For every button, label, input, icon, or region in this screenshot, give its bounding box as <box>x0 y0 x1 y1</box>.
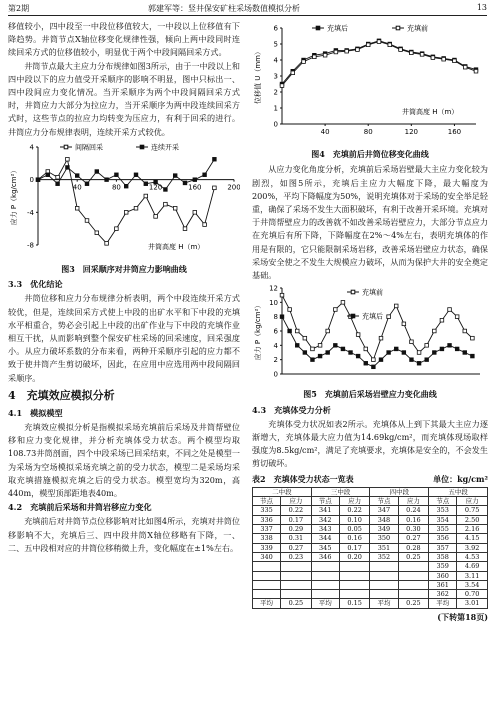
table-cell: 4.69 <box>457 562 488 571</box>
table-cell: 0.25 <box>281 599 312 608</box>
table-cell: 349 <box>370 525 398 534</box>
data-point <box>95 170 99 174</box>
data-point <box>213 157 217 161</box>
table-cell: 平均 <box>370 599 398 608</box>
data-point <box>124 184 128 188</box>
section-heading: 4 充填效应模拟分析 <box>8 388 115 402</box>
data-point <box>453 59 457 63</box>
table-cell: 362 <box>429 590 457 599</box>
fig3-chart <box>8 139 240 257</box>
x-tick-label: 80 <box>111 183 121 192</box>
data-point <box>203 173 207 177</box>
table-subheader: 应力 <box>457 497 488 506</box>
table-cell <box>339 590 370 599</box>
data-point <box>425 358 429 362</box>
x-tick-label: 80 <box>363 128 373 136</box>
table-cell: 2.50 <box>457 515 488 524</box>
table-cell <box>311 580 339 589</box>
data-point <box>463 329 467 333</box>
data-point <box>372 358 376 362</box>
table-cell <box>311 590 339 599</box>
data-point <box>471 337 475 341</box>
data-point <box>334 344 338 348</box>
table-cell: 357 <box>429 543 457 552</box>
data-point <box>164 202 168 206</box>
table-cell <box>253 580 281 589</box>
table-subheader-row <box>253 497 488 506</box>
table-cell: 4.53 <box>457 552 488 561</box>
data-point <box>326 329 330 333</box>
table-cell: 340 <box>253 552 281 561</box>
data-point <box>56 182 60 186</box>
data-point <box>95 231 99 235</box>
table-cell <box>398 562 429 571</box>
data-point <box>372 365 376 369</box>
data-point <box>291 71 295 75</box>
table-cell: 0.23 <box>281 552 312 561</box>
data-point <box>115 173 119 177</box>
data-point <box>280 315 284 319</box>
data-point <box>440 319 444 323</box>
y-tick-label: -8 <box>27 241 34 250</box>
table-cell: 346 <box>311 552 339 561</box>
data-point <box>323 53 327 57</box>
data-point <box>425 344 429 348</box>
y-tick-label: -4 <box>27 208 34 217</box>
table-subheader: 节点 <box>429 497 457 506</box>
data-point <box>193 178 197 182</box>
table-row <box>253 562 488 571</box>
data-point <box>302 60 306 64</box>
right-column <box>252 20 488 624</box>
table-cell: 341 <box>311 506 339 515</box>
table-cell: 335 <box>253 506 281 515</box>
table-cell: 0.25 <box>398 552 429 561</box>
data-point <box>410 340 414 344</box>
table-subheader: 节点 <box>370 497 398 506</box>
legend-label: 充填前 <box>407 24 428 33</box>
series-line <box>282 41 476 84</box>
data-point <box>474 69 478 73</box>
data-point <box>471 355 475 359</box>
left-column <box>8 20 240 555</box>
y-axis-label: 位移值 U（mm） <box>254 48 262 104</box>
data-point <box>173 206 177 210</box>
y-tick-label: 0 <box>273 120 278 129</box>
table-cell: 350 <box>370 534 398 543</box>
data-point <box>66 157 70 161</box>
table-header-row <box>253 487 488 496</box>
data-point <box>85 182 89 186</box>
table-cell: 0.70 <box>457 590 488 599</box>
data-point <box>295 344 299 348</box>
y-tick-label: 4 <box>273 56 278 65</box>
table-cell <box>253 571 281 580</box>
table-row <box>253 515 488 524</box>
table-cell: 0.20 <box>339 552 370 561</box>
table-group-header: 五中段 <box>429 487 488 496</box>
paragraph: 充填前后对井筒节点位移影响对比如图4所示，充填对井筒位移影响不大，充填后三、四中段井筒X轴位移略有下降，一、二、五中段相对应的井筒位移稍微上升，变化幅度在±1%左右。 <box>8 516 240 553</box>
data-point <box>341 347 345 351</box>
data-point <box>173 174 177 178</box>
data-point <box>387 351 391 355</box>
table-cell: 0.15 <box>339 599 370 608</box>
data-point <box>85 219 89 223</box>
legend-marker <box>140 145 144 149</box>
x-axis-label: 井筒高度 H（m） <box>402 108 459 116</box>
data-point <box>433 351 437 355</box>
data-point <box>417 351 421 355</box>
data-point <box>394 304 398 308</box>
data-point <box>334 308 338 312</box>
data-point <box>356 333 360 337</box>
y-tick-label: 6 <box>273 24 278 33</box>
table-cell <box>339 562 370 571</box>
data-point <box>388 43 392 47</box>
page-number: 13 <box>476 3 487 12</box>
table-cell <box>281 562 312 571</box>
data-point <box>115 227 119 231</box>
paragraph: 充填效应模拟分析是指模拟采场充填前后采场及井筒帮壁位移和应力变化规律，并分析充填体受力状态。两个模型均取108.73井筒剖面，四个中段采场已回采结束，不同之处是模型一为采场为空场模拟采场充填之前的受力状态，模型二是采场均采取充填措施模拟充填之后的受力状态。模型宽均为320m，高440m，模型顶部距地表40m。 <box>8 422 240 499</box>
table-cell <box>370 580 398 589</box>
x-tick-label: 160 <box>447 128 462 136</box>
y-tick-label: 4 <box>29 143 34 152</box>
table-caption <box>252 473 488 486</box>
data-point <box>66 165 70 169</box>
table-cell: 3.54 <box>457 580 488 589</box>
data-point <box>213 186 217 190</box>
table-cell: 351 <box>370 543 398 552</box>
table-cell <box>370 590 398 599</box>
figure-4 <box>252 20 488 161</box>
data-point <box>349 351 353 355</box>
table-cell: 3.92 <box>457 543 488 552</box>
table-group-header: 四中段 <box>370 487 429 496</box>
data-point <box>105 178 109 182</box>
legend-label: 充填前 <box>362 288 383 297</box>
data-point <box>402 322 406 326</box>
paragraph: 充填体受力状况如表2所示。充填体从上到下其最大主应力逐渐增大，充填体最大应力值为14.69kg/cm²，而充填体现场取样强度为8.5kg/cm²，满足了充填要求，充填体是安全的，不会发生剪切破坏。 <box>252 418 488 469</box>
data-point <box>399 48 403 52</box>
y-tick-label: 12 <box>269 284 278 293</box>
table-cell: 354 <box>429 515 457 524</box>
data-point <box>193 210 197 214</box>
table-cell: 平均 <box>253 599 281 608</box>
figure-3 <box>8 139 240 276</box>
data-point <box>356 48 360 52</box>
data-point <box>183 181 187 185</box>
table-cell: 347 <box>370 506 398 515</box>
table-cell: 0.17 <box>281 515 312 524</box>
table-row <box>253 543 488 552</box>
table-cell <box>281 580 312 589</box>
table-cell: 3.11 <box>457 571 488 580</box>
table-group-header: 二中段 <box>253 487 312 496</box>
section-heading: 3.3 优化结论 <box>8 279 63 290</box>
table-cell: 0.05 <box>339 525 370 534</box>
figure-caption: 图5 充填前后采场岩壁应力变化曲线 <box>303 389 437 400</box>
data-point <box>318 344 322 348</box>
data-point <box>154 214 158 218</box>
data-point <box>448 308 452 312</box>
table-cell <box>339 571 370 580</box>
table-row <box>253 571 488 580</box>
table-cell <box>398 590 429 599</box>
table-row <box>253 590 488 599</box>
data-point <box>448 344 452 348</box>
data-point <box>164 187 168 191</box>
table-cell: 343 <box>311 525 339 534</box>
table-row <box>253 506 488 515</box>
section-heading: 4.3 充填体受力分析 <box>252 404 331 415</box>
table-row <box>253 580 488 589</box>
table-cell <box>339 580 370 589</box>
data-point <box>303 351 307 355</box>
table-cell: 4.15 <box>457 534 488 543</box>
data-point <box>311 347 315 351</box>
table-row <box>253 552 488 561</box>
table-subheader: 应力 <box>281 497 312 506</box>
x-tick-label: 120 <box>148 183 163 192</box>
table-cell: 0.24 <box>398 506 429 515</box>
data-point <box>318 355 322 359</box>
table-cell: 0.22 <box>339 506 370 515</box>
table-cell: 0.27 <box>398 534 429 543</box>
table-group-header: 三中段 <box>311 487 370 496</box>
data-point <box>124 210 128 214</box>
table-cell: 339 <box>253 543 281 552</box>
data-point <box>455 347 459 351</box>
data-point <box>463 65 467 69</box>
fig5-chart <box>252 282 488 382</box>
legend-marker <box>64 145 68 149</box>
table-cell: 0.29 <box>281 525 312 534</box>
table-cell <box>253 562 281 571</box>
table-cell <box>253 590 281 599</box>
table-cell: 0.22 <box>281 506 312 515</box>
table-cell: 0.16 <box>398 515 429 524</box>
table-cell: 344 <box>311 534 339 543</box>
table-cell: 358 <box>429 552 457 561</box>
table-cell: 0.75 <box>457 506 488 515</box>
data-point <box>345 49 349 53</box>
data-point <box>431 56 435 60</box>
y-axis-label: 应力 P（kg/cm²） <box>254 301 262 361</box>
table-cell: 2.16 <box>457 525 488 534</box>
data-point <box>144 194 148 198</box>
data-point <box>440 347 444 351</box>
data-point <box>134 173 138 177</box>
legend-marker <box>351 314 355 318</box>
data-point <box>341 301 345 305</box>
legend-label: 间隔回采 <box>75 143 103 152</box>
table-cell: 0.16 <box>339 534 370 543</box>
data-point <box>364 362 368 366</box>
table-cell <box>311 571 339 580</box>
fig4-chart <box>252 20 488 142</box>
paragraph: 从应力变化角度分析，充填前后采场岩壁最大主应力变化较为剧烈，如图5所示，充填后主应力大幅度下降，最大幅度为200%，平均下降幅度为50%，说明充填体对于采场的安全举足轻重，确保了采场不发生大面积破坏，有利于改善开采环境。充填对于井筒帮壁应力的改善就不如改善采场岩壁应力，大部分节点应力在充填后有所下降，下降幅度在2%～4%左右，表明充填体的作用是有限的，它只能限制采场岩移，改善采场岩壁应力状态，确保采场安全使之不发生大规模应力破坏，从而为保护大井的安全奠定基础。 <box>252 164 488 281</box>
table-subheader: 节点 <box>311 497 339 506</box>
data-point <box>144 182 148 186</box>
x-tick-label: 120 <box>404 128 419 136</box>
data-point <box>288 308 292 312</box>
data-point <box>46 173 50 177</box>
x-tick-label: 200 <box>227 183 240 192</box>
table-cell: 0.25 <box>398 599 429 608</box>
table-cell <box>398 580 429 589</box>
paragraph: 移值较小，四中段至一中段位移值较大，一中段以上位移值有下降趋势。井筒节点X轴位移变化规律性强，倾向上两中段同时连续回采方式的位移值较小，明显优于两个中段间隔回采方式。 <box>8 21 240 58</box>
data-point <box>154 180 158 184</box>
data-point <box>394 347 398 351</box>
table-cell <box>398 571 429 580</box>
legend-label: 连续开采 <box>151 143 179 152</box>
data-point <box>36 178 40 182</box>
figure-caption: 图3 回采顺序对井筒应力影响曲线 <box>61 264 187 275</box>
data-point <box>463 351 467 355</box>
table-cell <box>281 571 312 580</box>
paragraph: 井筒节点最大主应力分布规律如图3所示，由于一中段以上和四中段以下的应力值受开采顺序的影响不明显，图中只标出一、四中段间应力变化情况。当开采顺序为两个中段间隔回采方式时，井筒应力大部分为拉应力，当开采顺序为两中段连续回采方式时，这些节点的拉应力均转变为压应力，有利于回采的进行。井筒应力分布规律表明，连续开采方式较优。 <box>8 60 240 137</box>
table-row <box>253 534 488 543</box>
data-point <box>364 347 368 351</box>
table-cell: 0.30 <box>398 525 429 534</box>
data-point <box>334 50 338 54</box>
data-point <box>288 329 292 333</box>
table-cell: 338 <box>253 534 281 543</box>
table-subheader: 节点 <box>253 497 281 506</box>
table-cell: 348 <box>370 515 398 524</box>
data-point <box>326 351 330 355</box>
table-cell: 337 <box>253 525 281 534</box>
data-point <box>433 329 437 333</box>
table-cell: 342 <box>311 515 339 524</box>
data-point <box>303 337 307 341</box>
table-cell: 336 <box>253 515 281 524</box>
legend-label: 充填后 <box>362 312 383 321</box>
table-cell <box>370 562 398 571</box>
paragraph: 井筒位移和应力分布规律分析表明，两个中段连续开采方式较优，但是，连续回采方式使上中段的出矿水平和下中段的充填水平相重合，势必会引起上中段的出矿作业与下中段的充填作业相互干扰，从而影响到整个保安矿柱采场的回采速度，回采强度小。从应力破坏系数的分布来看，两种开采顺序引起的应力都不致于使井筒产生剪切破坏，因此，在应用中应选用两中段间隔回采顺序。 <box>8 293 240 383</box>
table-cell: 0.10 <box>339 515 370 524</box>
data-point <box>295 329 299 333</box>
y-tick-label: 2 <box>273 356 278 365</box>
legend-marker <box>351 290 355 294</box>
table-unit: 单位：kg/cm² <box>433 473 488 484</box>
data-point <box>105 241 109 245</box>
table-cell: 平均 <box>429 599 457 608</box>
data-point <box>311 358 315 362</box>
y-tick-label: 1 <box>273 104 278 113</box>
data-point <box>75 206 79 210</box>
table-cell <box>281 590 312 599</box>
data-point <box>379 358 383 362</box>
y-tick-label: 8 <box>273 313 278 322</box>
data-point <box>417 362 421 366</box>
data-point <box>410 51 414 55</box>
y-tick-label: 6 <box>273 327 278 336</box>
data-point <box>75 174 79 178</box>
x-tick-label: 160 <box>188 183 202 192</box>
data-point <box>442 57 446 61</box>
data-point <box>366 43 370 47</box>
x-axis-label: 井筒高度 H（m） <box>148 242 205 251</box>
running-title: 郭建军等：竖井保安矿柱采场数值模拟分析 <box>148 4 300 13</box>
table-cell: 361 <box>429 580 457 589</box>
table-2 <box>252 487 488 609</box>
table-cell: 353 <box>429 506 457 515</box>
table-cell: 359 <box>429 562 457 571</box>
data-point <box>356 355 360 359</box>
data-point <box>402 351 406 355</box>
legend-label: 充填后 <box>327 24 348 33</box>
table-average-row <box>253 599 488 608</box>
data-point <box>410 358 414 362</box>
data-point <box>56 175 60 179</box>
data-point <box>377 40 381 44</box>
figure-5 <box>252 282 488 401</box>
table-cell <box>311 562 339 571</box>
y-tick-label: 0 <box>273 370 278 379</box>
legend-marker <box>396 26 400 30</box>
y-tick-label: 10 <box>269 299 278 308</box>
issue-number: 第2期 <box>8 4 30 13</box>
data-point <box>280 294 284 298</box>
table-cell: 356 <box>429 534 457 543</box>
table-cell: 345 <box>311 543 339 552</box>
legend-marker <box>316 26 320 30</box>
table-cell: 3.01 <box>457 599 488 608</box>
table-row <box>253 525 488 534</box>
table-cell: 355 <box>429 525 457 534</box>
data-point <box>455 315 459 319</box>
data-point <box>203 223 207 227</box>
table-title: 表2 充填体受力状态一览表 <box>252 473 354 484</box>
continued-note: (下转第18页) <box>437 611 488 622</box>
x-tick-label: 40 <box>320 128 330 136</box>
table-cell: 0.28 <box>398 543 429 552</box>
y-tick-label: 3 <box>273 72 278 81</box>
data-point <box>313 55 317 59</box>
data-point <box>183 227 187 231</box>
table-subheader: 应力 <box>398 497 429 506</box>
y-tick-label: 4 <box>273 342 278 351</box>
data-point <box>387 315 391 319</box>
section-heading: 4.1 模拟模型 <box>8 407 63 418</box>
table-cell <box>370 571 398 580</box>
table-subheader: 应力 <box>339 497 370 506</box>
table-cell: 352 <box>370 552 398 561</box>
data-point <box>379 337 383 341</box>
header-rule <box>8 15 487 16</box>
y-tick-label: 2 <box>273 88 278 97</box>
y-axis-label: 应力 P（kg/cm²） <box>10 166 18 226</box>
data-point <box>134 206 138 210</box>
y-tick-label: 5 <box>273 40 278 49</box>
table-cell: 0.17 <box>339 543 370 552</box>
figure-caption: 图4 充填前后井筒位移变化曲线 <box>311 149 429 160</box>
table-cell: 0.31 <box>281 534 312 543</box>
data-point <box>280 84 284 88</box>
series-line <box>282 42 476 86</box>
data-point <box>420 53 424 57</box>
table-cell: 360 <box>429 571 457 580</box>
table-cell: 0.27 <box>281 543 312 552</box>
y-tick-label: 0 <box>29 175 34 184</box>
table-cell: 平均 <box>311 599 339 608</box>
x-tick-label: 40 <box>72 183 82 192</box>
section-heading: 4.2 充填前后采场和井筒岩移应力变化 <box>8 502 152 513</box>
